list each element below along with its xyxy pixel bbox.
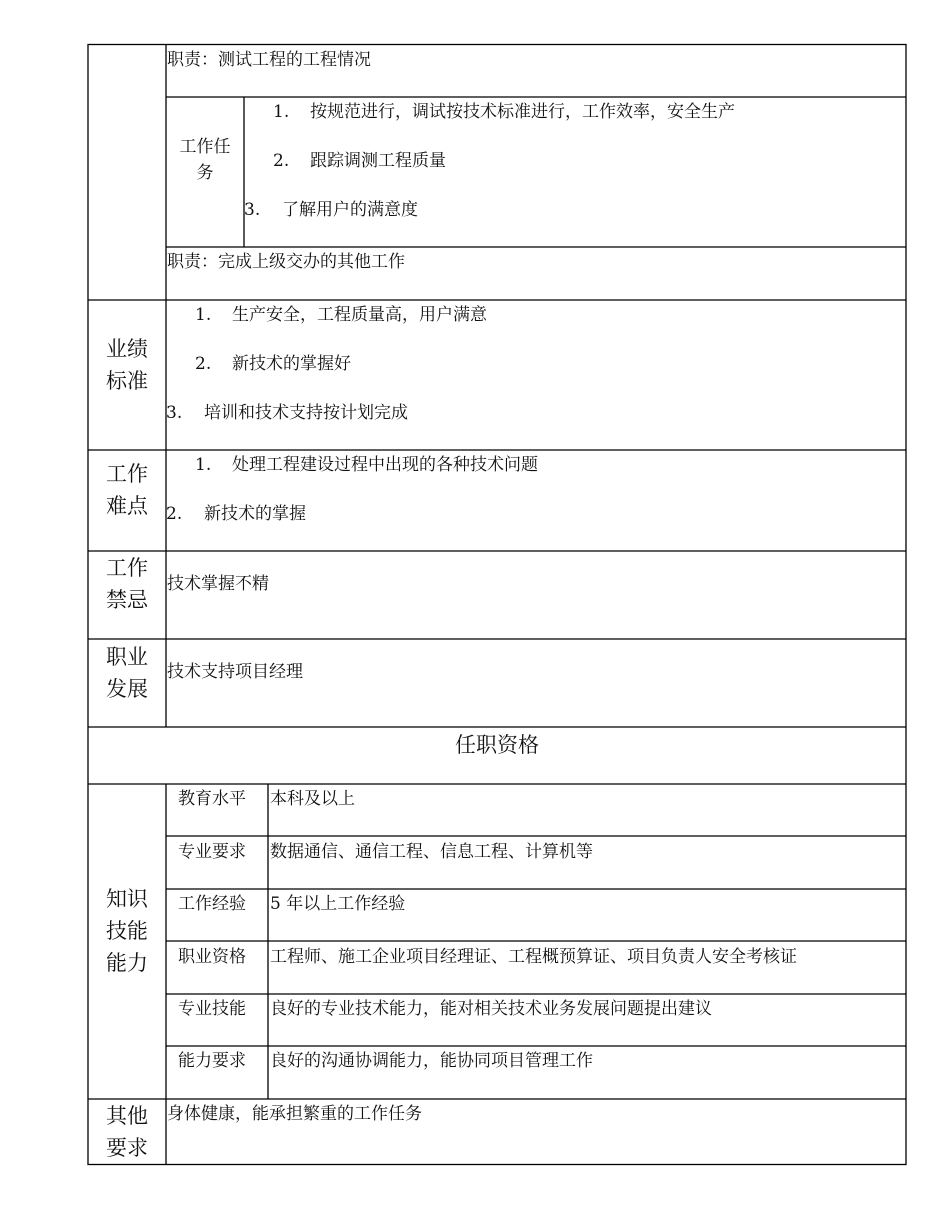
task-3-num: 3. xyxy=(244,200,261,220)
difficulty-2-text: 新技术的掌握 xyxy=(204,504,306,524)
difficulty-1-num: 1. xyxy=(195,455,212,475)
qualification-title: 任职资格 xyxy=(455,733,539,757)
performance-2-text: 新技术的掌握好 xyxy=(232,354,351,374)
performance-3-num: 3. xyxy=(166,403,183,423)
performance-3-text: 培训和技术支持按计划完成 xyxy=(204,403,408,423)
taboo-label: 工作禁忌 xyxy=(106,556,148,612)
performance-1-num: 1. xyxy=(195,305,212,325)
task-3-text: 了解用户的满意度 xyxy=(282,200,418,220)
knowledge-key-3: 工作经验 xyxy=(178,894,246,914)
difficulty-label: 工作难点 xyxy=(106,462,148,518)
duty-2 xyxy=(167,251,405,273)
performance-2-num: 2. xyxy=(195,354,212,374)
task-2-text: 跟踪调测工程质量 xyxy=(310,151,446,171)
knowledge-value-4: 工程师、施工企业项目经理证、工程概预算证、项目负责人安全考核证 xyxy=(270,947,797,967)
knowledge-label: 知识技能能力 xyxy=(106,887,148,975)
knowledge-key-5: 专业技能 xyxy=(178,999,246,1019)
duty-1-text: 测试工程的工程情况 xyxy=(218,50,371,70)
other-label: 其他要求 xyxy=(106,1104,148,1160)
knowledge-key-2: 专业要求 xyxy=(178,842,246,862)
task-1-num: 1. xyxy=(273,102,290,122)
career-text: 技术支持项目经理 xyxy=(167,662,303,682)
task-label: 工作任务 xyxy=(179,137,231,183)
knowledge-value-1: 本科及以上 xyxy=(270,789,355,809)
career-label: 职业发展 xyxy=(106,645,148,701)
taboo-text: 技术掌握不精 xyxy=(167,574,269,594)
duty-2-label: 职责： xyxy=(167,252,218,272)
task-1-text: 按规范进行，调试按技术标准进行，工作效率，安全生产 xyxy=(310,102,735,122)
knowledge-key-1: 教育水平 xyxy=(178,789,246,809)
performance-1-text: 生产安全，工程质量高，用户满意 xyxy=(232,305,487,325)
knowledge-value-3: 5 年以上工作经验 xyxy=(270,894,406,914)
other-text: 身体健康，能承担繁重的工作任务 xyxy=(167,1104,422,1124)
difficulty-1-text: 处理工程建设过程中出现的各种技术问题 xyxy=(232,455,538,475)
knowledge-value-5: 良好的专业技术能力，能对相关技术业务发展问题提出建议 xyxy=(270,999,712,1019)
knowledge-key-6: 能力要求 xyxy=(178,1051,246,1071)
knowledge-value-2: 数据通信、通信工程、信息工程、计算机等 xyxy=(270,842,593,862)
knowledge-key-4: 职业资格 xyxy=(178,947,246,967)
knowledge-value-6: 良好的沟通协调能力，能协同项目管理工作 xyxy=(270,1051,593,1071)
task-2-num: 2. xyxy=(273,151,290,171)
duty-1-label: 职责： xyxy=(167,50,218,70)
difficulty-2-num: 2. xyxy=(166,504,183,524)
performance-label: 业绩标准 xyxy=(106,337,148,393)
duty-2-text: 完成上级交办的其他工作 xyxy=(218,252,405,272)
duty-1 xyxy=(167,49,371,71)
